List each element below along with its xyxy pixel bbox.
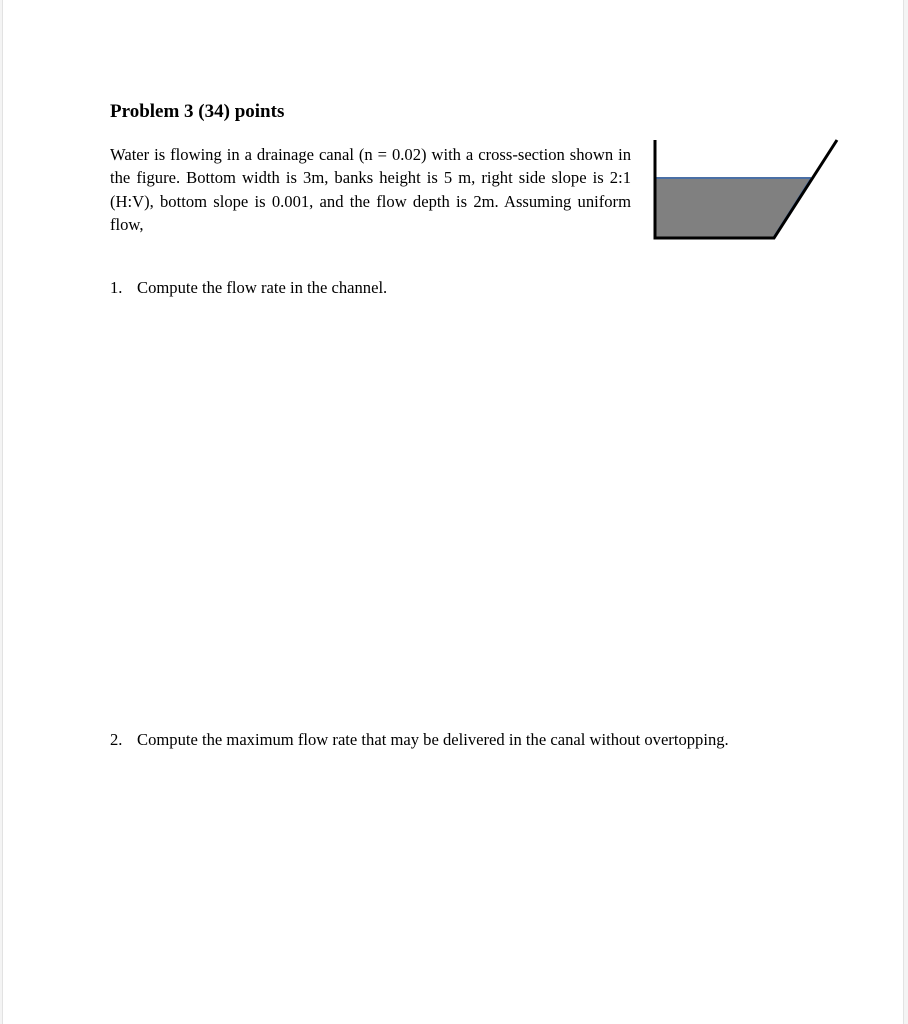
question-text: Compute the maximum flow rate that may be delivered in the canal without overtopping. [137, 730, 729, 749]
question-2 [110, 730, 729, 750]
problem-title: Problem 3 (34) points [110, 101, 285, 122]
water-area [656, 178, 811, 238]
canal-cross-section-figure [643, 132, 843, 247]
document-page [2, 0, 904, 1024]
question-text: Compute the flow rate in the channel. [137, 278, 388, 297]
problem-statement: Water is flowing in a drainage canal (n = 0.02) with a cross-section shown in the figure. Bottom width is 3m, banks height is 5 m, right side slope is 2:1 (H:V), bottom slope is 0.001, and the flow depth is 2m. Assuming uniform flow, [110, 145, 631, 234]
question-number: 2. [110, 730, 123, 749]
question-number: 1. [110, 278, 123, 297]
question-1 [110, 278, 387, 298]
